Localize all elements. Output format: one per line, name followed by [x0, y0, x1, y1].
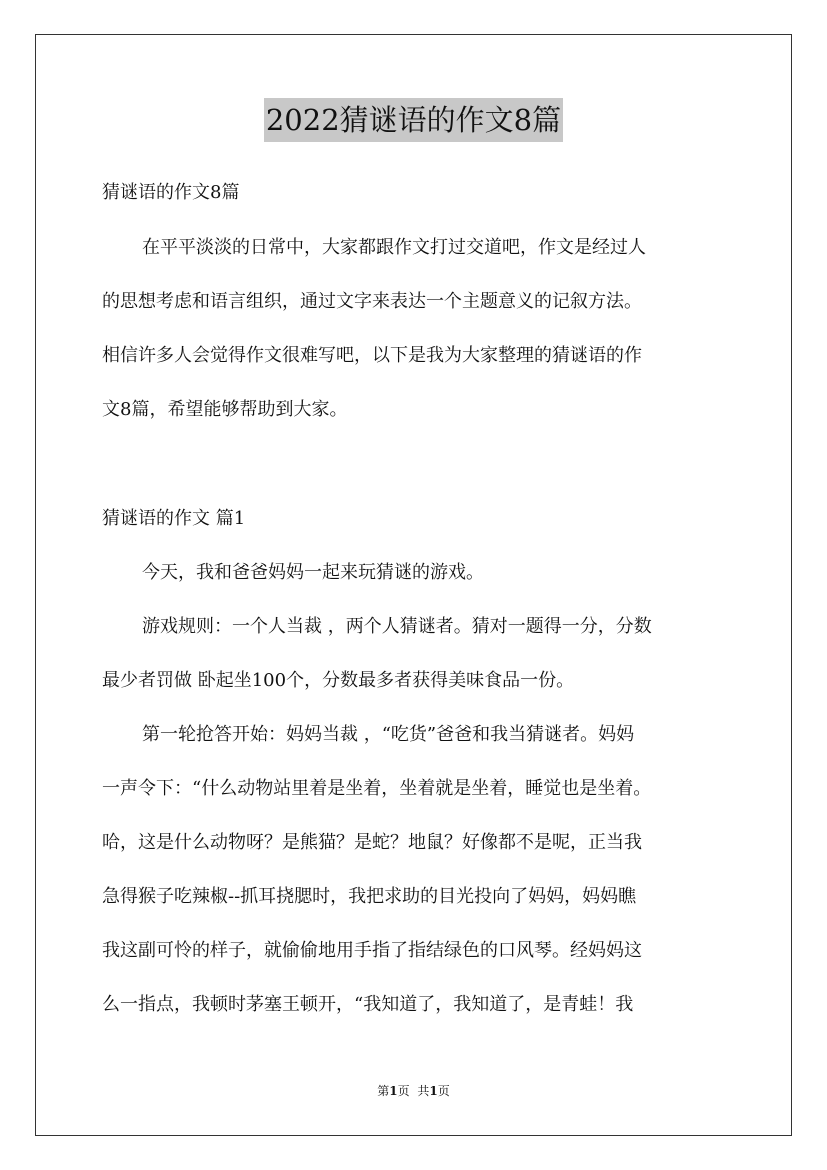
body-line: 我这副可怜的样子，就偷偷地用手指了指结绿色的口风琴。经妈妈这 — [102, 940, 642, 961]
subtitle: 猜谜语的作文8篇 — [102, 182, 240, 203]
intro-line: 在平平淡淡的日常中，大家都跟作文打过交道吧，作文是经过人 — [142, 237, 646, 258]
page-label-suffix: 页 — [397, 1084, 410, 1098]
intro-line: 相信许多人会觉得作文很难写吧，以下是我为大家整理的猜谜语的作 — [102, 345, 642, 366]
title-container — [0, 98, 827, 142]
intro-line: 文8篇，希望能够帮助到大家。 — [102, 399, 348, 420]
body-line: 哈，这是什么动物呀？是熊猫？是蛇？地鼠？好像都不是呢，正当我 — [102, 832, 642, 853]
body-line: 第一轮抢答开始：妈妈当裁 ，“吃货”爸爸和我当猜谜者。妈妈 — [142, 724, 635, 745]
page-number: 1 — [389, 1084, 398, 1098]
page-footer — [0, 1083, 827, 1099]
section-heading: 猜谜语的作文 篇1 — [102, 508, 246, 529]
total-pages: 1 — [429, 1084, 438, 1098]
body-line: 急得猴子吃辣椒--抓耳挠腮时，我把求助的目光投向了妈妈，妈妈瞧 — [102, 886, 637, 907]
total-suffix: 页 — [437, 1084, 450, 1098]
body-line: 今天，我和爸爸妈妈一起来玩猜谜的游戏。 — [142, 562, 484, 583]
total-prefix: 共 — [417, 1084, 430, 1098]
page-label-prefix: 第 — [377, 1084, 390, 1098]
body-line: 一声令下：“什么动物站里着是坐着，坐着就是坐着，睡觉也是坐着。 — [102, 778, 652, 799]
body-line: 游戏规则：一个人当裁 ，两个人猜谜者。猜对一题得一分，分数 — [142, 616, 652, 637]
document-title: 2022猜谜语的作文8篇 — [264, 98, 563, 142]
body-line: 么一指点，我顿时茅塞王顿开，“我知道了，我知道了，是青蛙！我 — [102, 994, 634, 1015]
body-line: 最少者罚做 卧起坐100个，分数最多者获得美味食品一份。 — [102, 670, 575, 691]
intro-line: 的思想考虑和语言组织，通过文字来表达一个主题意义的记叙方法。 — [102, 291, 642, 312]
